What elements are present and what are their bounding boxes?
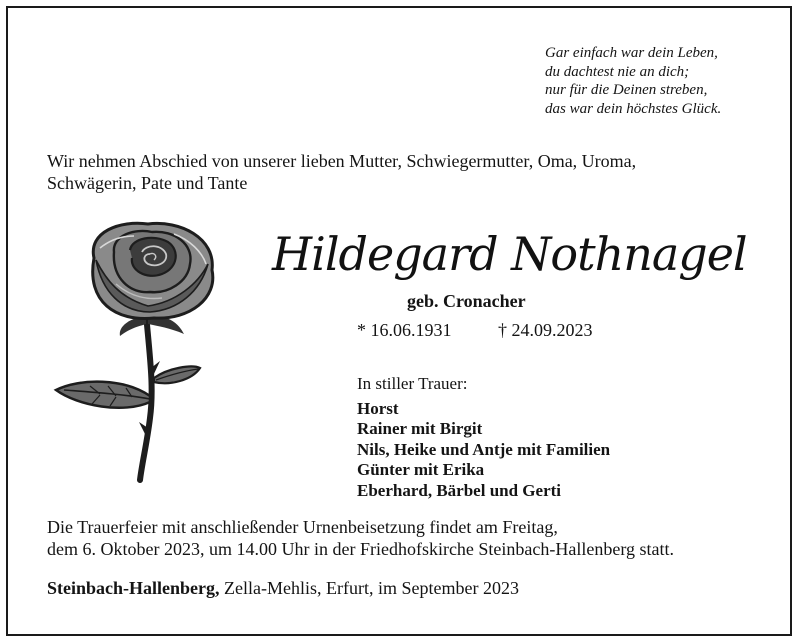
rose-icon (50, 218, 230, 484)
poem-line: du dachtest nie an dich; (545, 63, 690, 80)
ceremony-line: dem 6. Oktober 2023, um 14.00 Uhr in der Friedhofskirche Steinbach-Hallenberg statt. (47, 539, 675, 559)
place-date-line (47, 577, 519, 599)
deceased-name: Hildegard Nothnagel (272, 227, 747, 281)
death-date: † 24.09.2023 (498, 320, 593, 340)
intro-text (47, 150, 747, 194)
mourning-label: In stiller Trauer: (357, 374, 468, 393)
ceremony-line: Die Trauerfeier mit anschließender Urnenbeisetzung findet am Freitag, (47, 517, 558, 537)
intro-line: Schwägerin, Pate und Tante (47, 173, 248, 193)
intro-line: Wir nehmen Abschied von unserer lieben Mutter, Schwiegermutter, Oma, Uroma, (47, 151, 637, 171)
mourner-name: Nils, Heike und Antje mit Familien (357, 439, 611, 459)
poem (545, 44, 785, 118)
mourner-name: Horst (357, 399, 399, 418)
ceremony-info (47, 516, 767, 560)
mourner-name: Rainer mit Birgit (357, 419, 483, 439)
mourner-name: Günter mit Erika (357, 460, 485, 480)
maiden-name: geb. Cronacher (407, 291, 526, 311)
mourner-name: Eberhard, Bärbel und Gerti (357, 480, 562, 500)
poem-line: das war dein höchstes Glück. (545, 100, 722, 117)
place-rest: Zella-Mehlis, Erfurt, im September 2023 (219, 578, 519, 598)
life-dates (357, 319, 593, 341)
birth-date: * 16.06.1931 (357, 320, 452, 340)
poem-line: Gar einfach war dein Leben, (545, 45, 718, 61)
poem-line: nur für die Deinen streben, (545, 82, 708, 98)
place-main: Steinbach-Hallenberg, (47, 578, 220, 598)
mourner-list (357, 399, 610, 501)
